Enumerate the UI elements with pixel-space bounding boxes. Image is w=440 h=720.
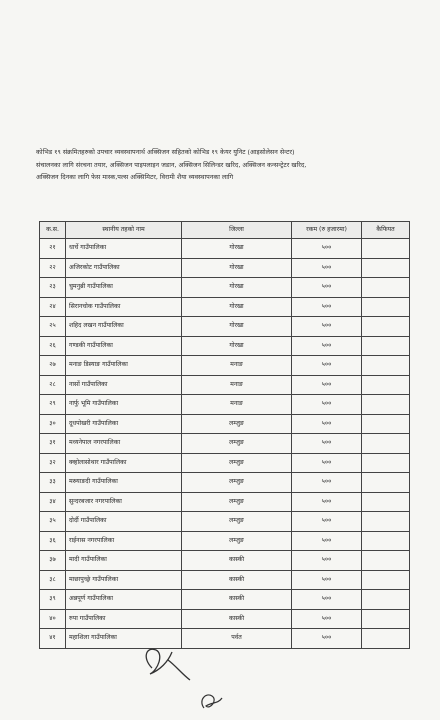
district-cell: गोरखा — [182, 297, 292, 317]
serial-cell: २९ — [40, 395, 66, 415]
remarks-cell — [362, 414, 410, 434]
table-row — [40, 570, 410, 590]
amount-cell: ५०० — [292, 375, 362, 395]
serial-cell: ३२ — [40, 453, 66, 473]
table-row — [40, 239, 410, 259]
district-cell: गोरखा — [182, 336, 292, 356]
serial-cell: २२ — [40, 258, 66, 278]
district-cell: पर्वत — [182, 629, 292, 649]
local-level-cell: रुपा गाउँपालिका — [66, 609, 182, 629]
local-level-cell: सिरानचोक गाउँपालिका — [66, 297, 182, 317]
district-cell: लम्जुङ — [182, 492, 292, 512]
header-serial: क.स. — [40, 222, 66, 239]
serial-cell: २७ — [40, 356, 66, 376]
serial-cell: ३० — [40, 414, 66, 434]
amount-cell: ५०० — [292, 434, 362, 454]
amount-cell: ५०० — [292, 336, 362, 356]
serial-cell: ३४ — [40, 492, 66, 512]
remarks-cell — [362, 629, 410, 649]
table-row — [40, 258, 410, 278]
remarks-cell — [362, 395, 410, 415]
remarks-cell — [362, 356, 410, 376]
district-cell: गोरखा — [182, 317, 292, 337]
district-cell: कास्की — [182, 590, 292, 610]
amount-cell: ५०० — [292, 414, 362, 434]
district-cell: लम्जुङ — [182, 512, 292, 532]
local-level-cell: शहिद लखन गाउँपालिका — [66, 317, 182, 337]
district-cell: कास्की — [182, 551, 292, 571]
district-cell: गोरखा — [182, 258, 292, 278]
amount-cell: ५०० — [292, 551, 362, 571]
amount-cell: ५०० — [292, 473, 362, 493]
district-cell: लम्जुङ — [182, 473, 292, 493]
serial-cell: ४१ — [40, 629, 66, 649]
table-row — [40, 551, 410, 571]
intro-line-3: अक्सिजन दिनका लागि फेस मास्क,पल्स अक्सिमिटर, विरामी शैया व्यवस्थापनका लागि — [36, 173, 234, 181]
remarks-cell — [362, 609, 410, 629]
table-row — [40, 590, 410, 610]
amount-cell: ५०० — [292, 239, 362, 259]
local-level-cell: दोर्दी गाउँपालिका — [66, 512, 182, 532]
intro-line-2: संचालनका लागि संरचना तयार, अक्सिजन पाइपलाइन जडान, अक्सिजन सिलिन्डर खरिद, अक्सिजन कन्सन्ट्रेटर खरिद, — [36, 160, 307, 169]
table-row — [40, 375, 410, 395]
remarks-cell — [362, 258, 410, 278]
district-cell: कास्की — [182, 609, 292, 629]
table-row — [40, 434, 410, 454]
table-row — [40, 512, 410, 532]
serial-cell: ३१ — [40, 434, 66, 454]
table-row — [40, 531, 410, 551]
local-level-cell: गण्डकी गाउँपालिका — [66, 336, 182, 356]
local-level-cell: माछापुच्छ्रे गाउँपालिका — [66, 570, 182, 590]
table-row — [40, 278, 410, 298]
remarks-cell — [362, 278, 410, 298]
amount-cell: ५०० — [292, 512, 362, 532]
local-level-cell: राईनास नगरपालिका — [66, 531, 182, 551]
amount-cell: ५०० — [292, 453, 362, 473]
local-level-cell: क्व्होलासोथार गाउँपालिका — [66, 453, 182, 473]
intro-paragraph — [36, 146, 416, 184]
remarks-cell — [362, 590, 410, 610]
district-cell: मनाङ — [182, 395, 292, 415]
serial-cell: ३५ — [40, 512, 66, 532]
table-row — [40, 395, 410, 415]
local-level-cell: दूधपोखरी गाउँपालिका — [66, 414, 182, 434]
local-level-cell: महाशिला गाउँपालिका — [66, 629, 182, 649]
district-cell: लम्जुङ — [182, 531, 292, 551]
serial-cell: २६ — [40, 336, 66, 356]
amount-cell: ५०० — [292, 297, 362, 317]
amount-cell: ५०० — [292, 317, 362, 337]
remarks-cell — [362, 375, 410, 395]
table-row — [40, 492, 410, 512]
serial-cell: २८ — [40, 375, 66, 395]
remarks-cell — [362, 336, 410, 356]
table-row — [40, 609, 410, 629]
remarks-cell — [362, 453, 410, 473]
serial-cell: ३९ — [40, 590, 66, 610]
table-row — [40, 317, 410, 337]
serial-cell: ३३ — [40, 473, 66, 493]
serial-cell: २३ — [40, 278, 66, 298]
table-row — [40, 336, 410, 356]
local-level-cell: मनाङ डिस्याङ गाउँपालिका — [66, 356, 182, 376]
header-district: जिल्ला — [182, 222, 292, 239]
local-level-cell: धार्चे गाउँपालिका — [66, 239, 182, 259]
serial-cell: २१ — [40, 239, 66, 259]
header-amount: रकम (रु हजारमा) — [292, 222, 362, 239]
amount-cell: ५०० — [292, 590, 362, 610]
serial-cell: २४ — [40, 297, 66, 317]
district-cell: मनाङ — [182, 356, 292, 376]
district-cell: मनाङ — [182, 375, 292, 395]
table-row — [40, 453, 410, 473]
table-row — [40, 629, 410, 649]
remarks-cell — [362, 531, 410, 551]
remarks-cell — [362, 570, 410, 590]
table-header-row — [40, 222, 410, 239]
serial-cell: ४० — [40, 609, 66, 629]
amount-cell: ५०० — [292, 629, 362, 649]
district-cell: गोरखा — [182, 239, 292, 259]
amount-cell: ५०० — [292, 395, 362, 415]
district-cell: कास्की — [182, 570, 292, 590]
remarks-cell — [362, 512, 410, 532]
serial-cell: ३७ — [40, 551, 66, 571]
intro-line-1: कोभिड १९ संक्रमितहरुको उपचार व्यवस्थापनार्थ अक्सिजन सहितको कोभिड १९ केयर युनिट (आइसोलेसन सेन्टर) — [36, 148, 295, 156]
remarks-cell — [362, 297, 410, 317]
remarks-cell — [362, 434, 410, 454]
table-body — [40, 239, 410, 649]
serial-cell: ३६ — [40, 531, 66, 551]
table-row — [40, 473, 410, 493]
local-level-cell: मस्र्याङदी गाउँपालिका — [66, 473, 182, 493]
serial-cell: २५ — [40, 317, 66, 337]
serial-cell: ३८ — [40, 570, 66, 590]
local-level-cell: मादी गाउँपालिका — [66, 551, 182, 571]
local-level-cell: नार्फु भूमि गाउँपालिका — [66, 395, 182, 415]
remarks-cell — [362, 317, 410, 337]
table-row — [40, 297, 410, 317]
header-remarks: कैफियत — [362, 222, 410, 239]
district-cell: गोरखा — [182, 278, 292, 298]
amount-cell: ५०० — [292, 531, 362, 551]
remarks-cell — [362, 239, 410, 259]
remarks-cell — [362, 551, 410, 571]
district-cell: लम्जुङ — [182, 453, 292, 473]
amount-cell: ५०० — [292, 609, 362, 629]
local-level-cell: नासों गाउँपालिका — [66, 375, 182, 395]
table-row — [40, 414, 410, 434]
amount-cell: ५०० — [292, 492, 362, 512]
district-cell: लम्जुङ — [182, 414, 292, 434]
table-row — [40, 356, 410, 376]
local-level-cell: अजिरकोट गाउँपालिका — [66, 258, 182, 278]
local-level-cell: अन्नपूर्ण गाउँपालिका — [66, 590, 182, 610]
remarks-cell — [362, 473, 410, 493]
remarks-cell — [362, 492, 410, 512]
local-level-cell: चुमनुब्री गाउँपालिका — [66, 278, 182, 298]
local-level-cell: सुन्दरबजार नगरपालिका — [66, 492, 182, 512]
local-level-cell: मध्यनेपाल नगरपालिका — [66, 434, 182, 454]
amount-cell: ५०० — [292, 356, 362, 376]
header-local-level: स्थानीय तहको नाम — [66, 222, 182, 239]
handwritten-signature — [138, 640, 198, 684]
district-cell: लम्जुङ — [182, 434, 292, 454]
amount-cell: ५०० — [292, 258, 362, 278]
amount-cell: ५०० — [292, 570, 362, 590]
allocation-table — [39, 221, 410, 649]
initial-mark — [196, 688, 226, 714]
amount-cell: ५०० — [292, 278, 362, 298]
